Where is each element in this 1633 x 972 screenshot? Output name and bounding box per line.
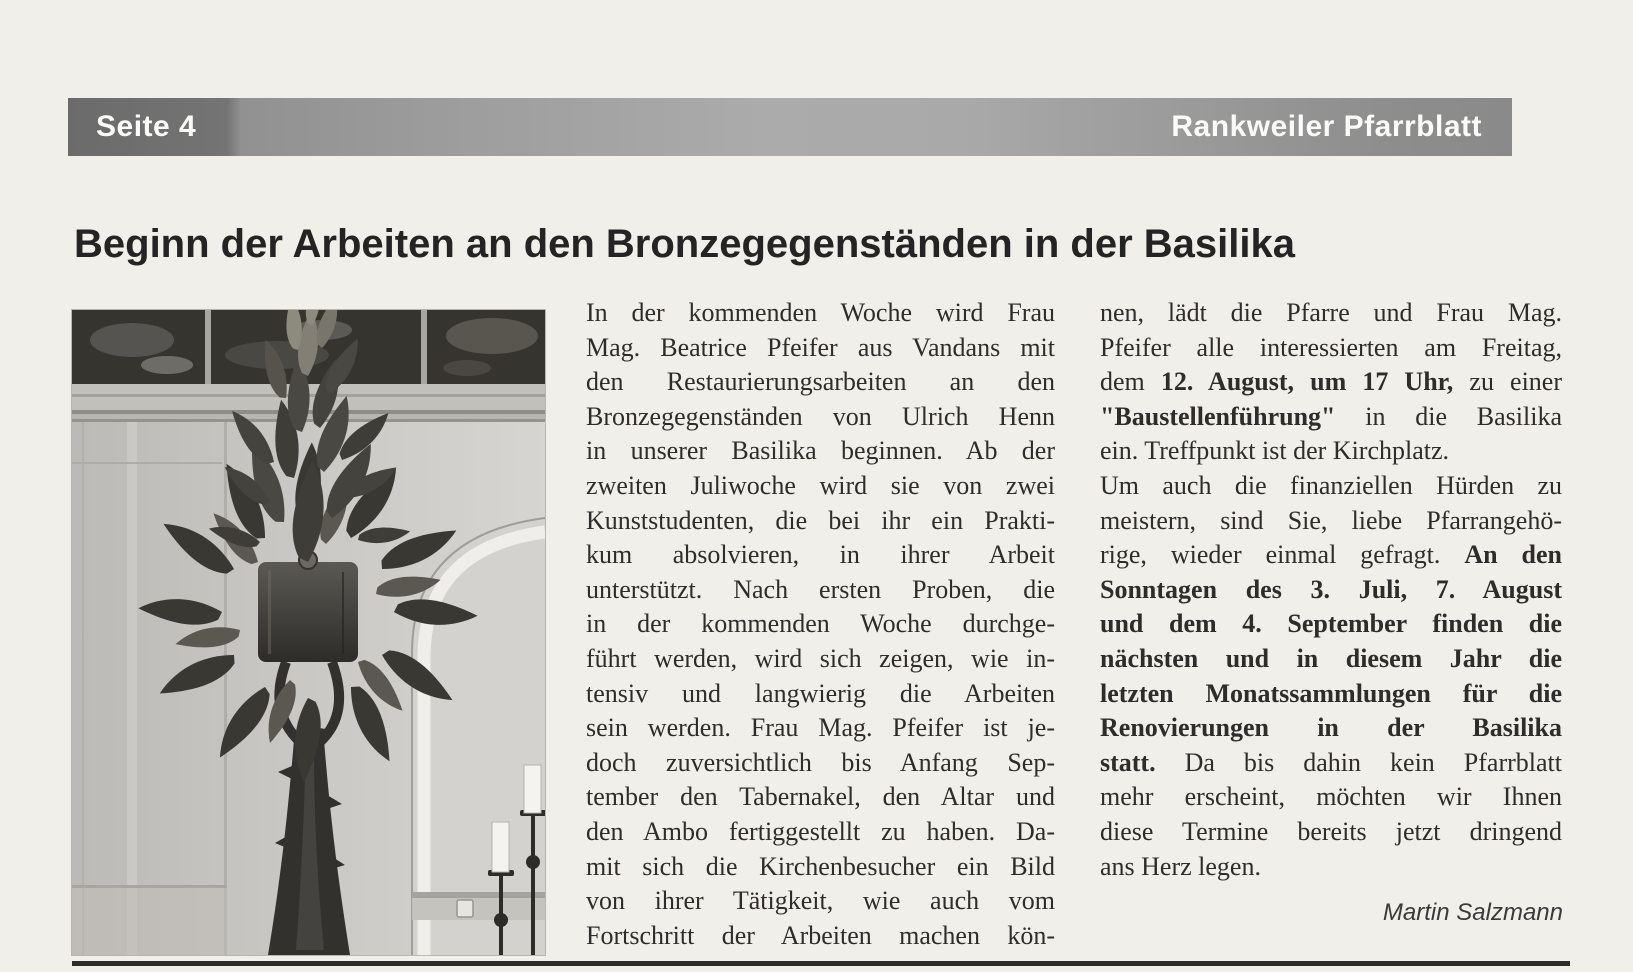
photo-illustration <box>72 310 545 955</box>
text-line: unterstützt. Nach ersten Proben, die <box>586 574 1055 604</box>
text-column-2 <box>1100 296 1562 884</box>
text-line: Sonntagen des 3. Juli, 7. August <box>1100 574 1562 604</box>
text-line: letzten Monatssammlungen für die <box>1100 678 1562 708</box>
text-line: Kunststudenten, die bei ihr ein Prakti- <box>586 505 1055 535</box>
text-line: ein. Treffpunkt ist der Kirchplatz. <box>1100 436 1450 466</box>
text-line: diese Termine bereits jetzt dringend <box>1100 816 1562 846</box>
text-line: Mag. Beatrice Pfeifer aus Vandans mit <box>586 332 1055 362</box>
text-line: von ihrer Tätigkeit, wie auch vom <box>586 886 1055 916</box>
text-column-1 <box>586 296 1055 953</box>
text-line: Renovierungen in der Basilika <box>1100 713 1562 743</box>
text-line: meistern, sind Sie, liebe Pfarrangehö- <box>1100 505 1562 535</box>
text-line: zweiten Juliwoche wird sie von zwei <box>586 470 1055 500</box>
text-line: Um auch die finanziellen Hürden zu <box>1100 470 1562 500</box>
text-line: tember den Tabernakel, den Altar und <box>586 782 1055 812</box>
text-line: Bronzegegenständen von Ulrich Henn <box>586 401 1055 431</box>
text-line: in unserer Basilika beginnen. Ab der <box>586 436 1055 466</box>
text-line: tensiv und langwierig die Arbeiten <box>586 678 1055 708</box>
text-line: Pfeifer alle interessierten am Freitag, <box>1100 332 1562 362</box>
text-line: und dem 4. September finden die <box>1100 609 1562 639</box>
article-photo <box>72 310 545 955</box>
text-line: nächsten und in diesem Jahr die <box>1100 643 1562 673</box>
text-line: in der kommenden Woche durchge- <box>586 609 1055 639</box>
page-bottom-rule <box>72 961 1570 966</box>
page-header-bar <box>68 98 1512 156</box>
text-line: den Ambo fertiggestellt zu haben. Da- <box>586 816 1055 846</box>
text-line: sein werden. Frau Mag. Pfeifer ist je- <box>586 713 1055 743</box>
text-line: rige, wieder einmal gefragt. An den <box>1100 540 1562 570</box>
byline: Martin Salzmann <box>1382 899 1563 926</box>
text-line: führt werden, wird sich zeigen, wie in- <box>586 643 1055 673</box>
text-line: doch zuversichtlich bis Anfang Sep- <box>586 747 1055 777</box>
text-line: mit sich die Kirchenbesucher ein Bild <box>586 851 1055 881</box>
text-line: mehr erscheint, möchten wir Ihnen <box>1100 782 1562 812</box>
text-line: kum absolvieren, in ihrer Arbeit <box>586 540 1055 570</box>
text-line: nen, lädt die Pfarre und Frau Mag. <box>1100 298 1562 327</box>
page-number-label: Seite 4 <box>96 110 197 143</box>
text-line: In der kommenden Woche wird Frau <box>586 298 1055 327</box>
publication-title-label: Rankweiler Pfarrblatt <box>1171 110 1482 143</box>
text-line: ans Herz legen. <box>1100 851 1261 881</box>
text-line: "Baustellenführung" in die Basilika <box>1100 401 1562 431</box>
text-line: dem 12. August, um 17 Uhr, zu einer <box>1100 367 1563 397</box>
text-line: statt. Da bis dahin kein Pfarrblatt <box>1100 747 1562 777</box>
text-line: den Restaurierungsarbeiten an den <box>586 367 1055 397</box>
article-headline: Beginn der Arbeiten an den Bronzegegenständen in der Basilika <box>74 222 1295 266</box>
text-line: Fortschritt der Arbeiten machen kön- <box>586 920 1055 950</box>
